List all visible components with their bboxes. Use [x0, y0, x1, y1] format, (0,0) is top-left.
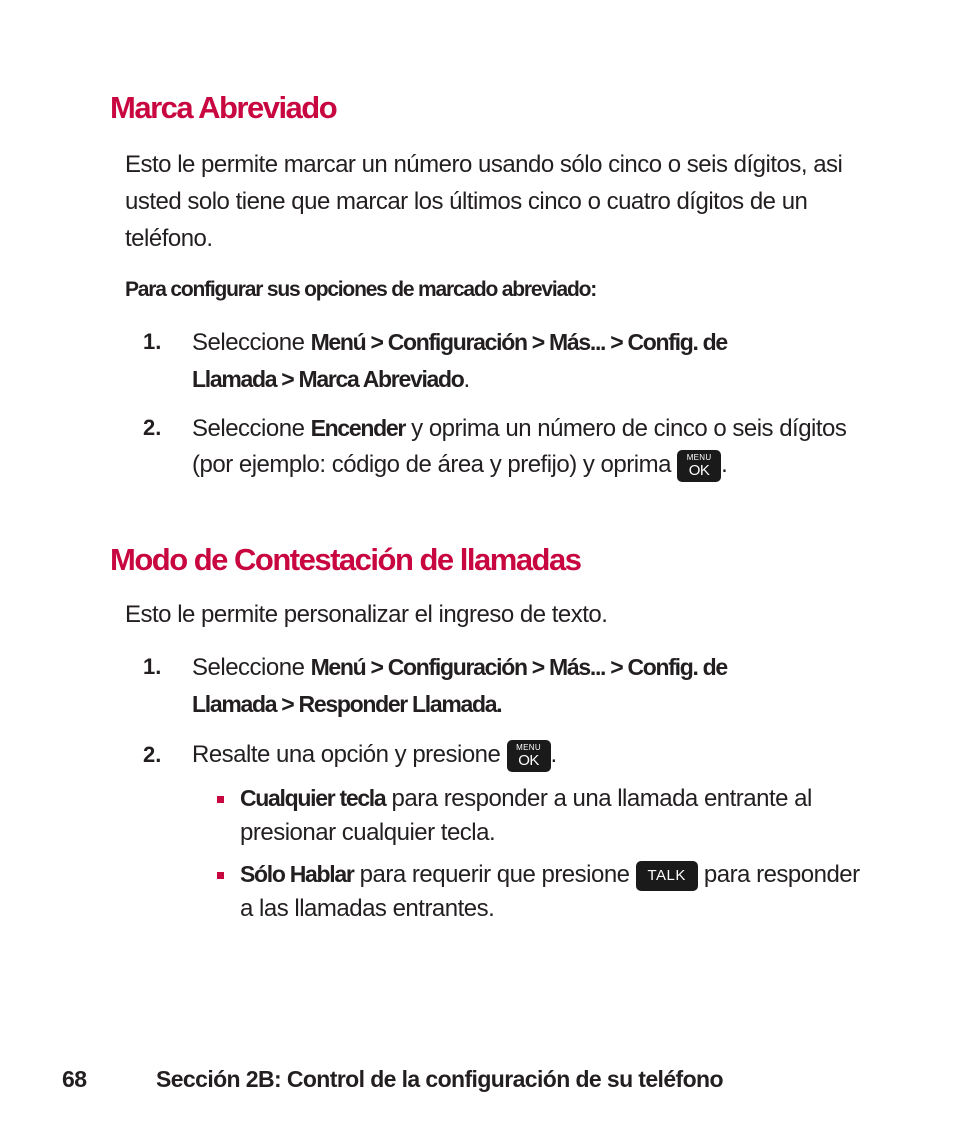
step-number: 1.: [143, 329, 162, 354]
encender-label: Encender: [310, 415, 405, 441]
menu-path-line2: Llamada > Marca Abreviado: [192, 366, 464, 392]
bullet-term: Cualquier tecla: [240, 785, 386, 811]
bullet-text: para responder a una llamada entrante al presionar cualquier tecla.: [240, 785, 812, 846]
menu-path-line2: Llamada > Responder Llamada.: [192, 691, 502, 717]
bullet-term: Sólo Hablar: [240, 861, 354, 887]
step-text: y oprima un número de cinco o seis dígitos (por ejemplo: código de área y prefijo) y oprima: [192, 415, 847, 478]
section-title-marca-abreviado: Marca Abreviado: [110, 90, 337, 125]
step-text: Resalte una opción y presione: [192, 741, 507, 768]
section-title-modo-contestacion: Modo de Contestación de llamadas: [110, 542, 581, 577]
section1-step1: [192, 324, 872, 398]
step-number: 2.: [143, 742, 162, 767]
menu-path-line1: Menú > Configuración > Más... > Config. de: [310, 329, 727, 355]
bullet-item-cualquier-tecla: [240, 781, 860, 850]
section1-intro: Esto le permite marcar un número usando sólo cinco o seis dígitos, asi usted solo tiene que marcar los últimos cinco o cuatro dígitos de un teléfono.: [125, 151, 843, 252]
bullet-square-icon: [217, 872, 224, 879]
section1-step2: [192, 410, 872, 483]
step-text: Seleccione: [192, 654, 311, 681]
step-number: 1.: [143, 654, 162, 679]
step-punct: .: [463, 366, 470, 393]
bullet-text: para requerir que presione: [353, 861, 636, 888]
bullet-item-solo-hablar: [240, 857, 860, 926]
step-text: Seleccione: [192, 329, 311, 356]
step-number: 2.: [143, 415, 162, 440]
section1-subheading: Para configurar sus opciones de marcado abreviado:: [125, 278, 596, 301]
section2-step2: [192, 737, 872, 773]
talk-key-icon: TALK: [636, 861, 698, 891]
menu-ok-key-icon: MENU OK: [677, 450, 721, 482]
footer-section-title: Sección 2B: Control de la configuración de su teléfono: [156, 1066, 723, 1092]
section2-step1: [192, 649, 872, 723]
menu-ok-key-icon: MENU OK: [507, 740, 551, 772]
section2-intro: Esto le permite personalizar el ingreso de texto.: [125, 601, 608, 628]
step-text: Seleccione: [192, 415, 311, 442]
bullet-square-icon: [217, 796, 224, 803]
step-punct: .: [721, 451, 728, 478]
step-punct: .: [550, 741, 557, 768]
page-number: 68: [62, 1066, 87, 1092]
bullet-text: para responder a las llamadas entrantes.: [240, 861, 860, 922]
menu-path-line1: Menú > Configuración > Más... > Config. de: [310, 654, 727, 680]
